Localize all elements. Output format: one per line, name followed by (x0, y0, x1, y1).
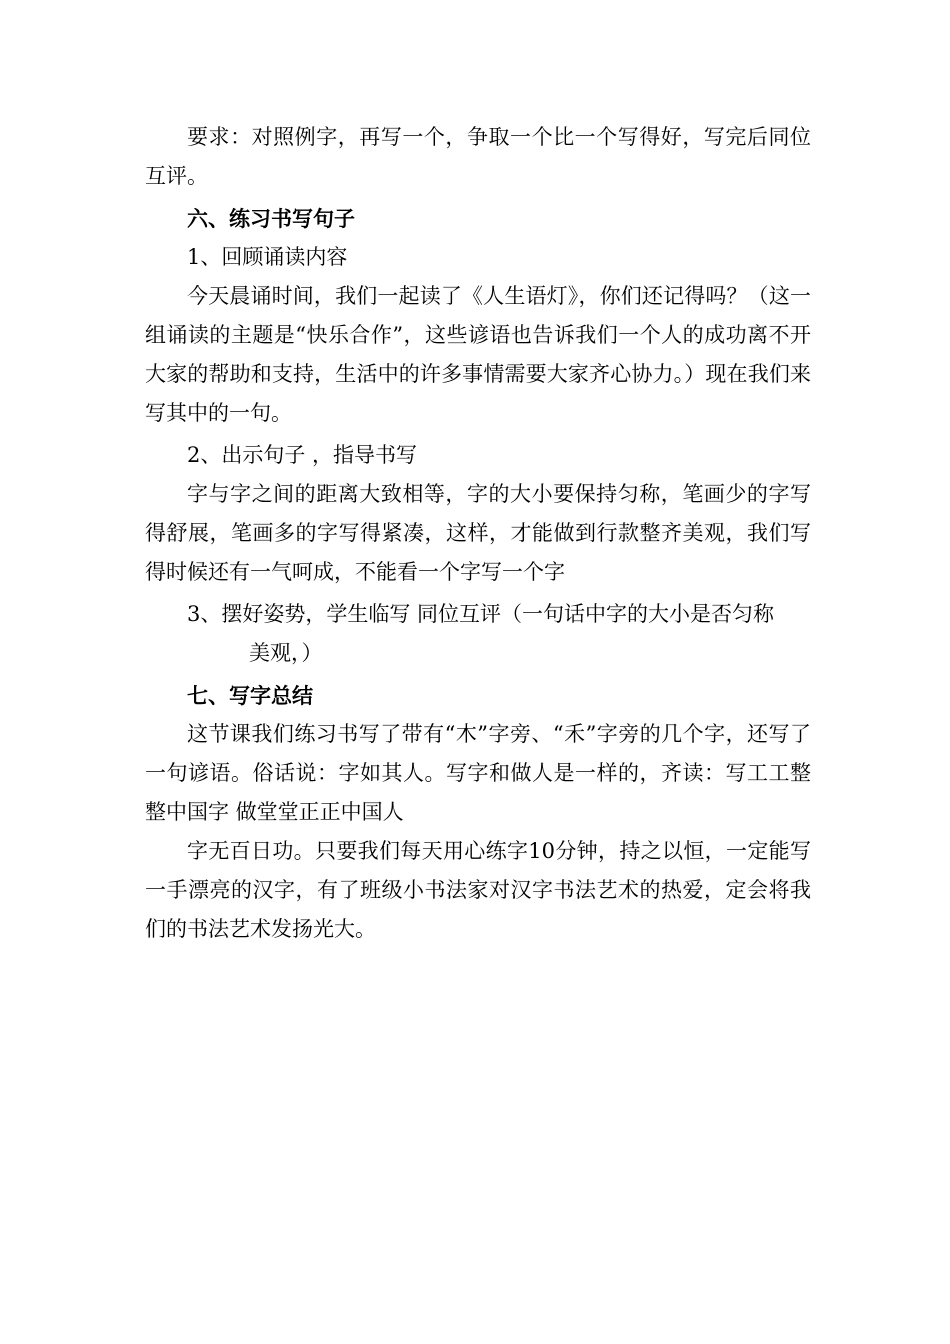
document-page (145, 118, 811, 949)
section-7-heading: 七、写字总结 (187, 683, 313, 708)
step-2-title: 2、出示句子 ，指导书写 (187, 443, 418, 467)
step-2-paragraph: 字与字之间的距离大致相等，字的大小要保持匀称，笔画少的字写得舒展，笔画多的字写得紧凑，这样，才能做到行款整齐美观，我们写得时候还有一气呵成，不能看一个字写一个字 (145, 482, 811, 584)
step-1-paragraph: 今天晨诵时间，我们一起读了《人生语灯》，你们还记得吗？（这一组诵读的主题是“快乐合作”，这些谚语也告诉我们一个人的成功离不开大家的帮助和支持，生活中的许多事情需要大家齐心协力。）现在我们来写其中的一句。 (145, 284, 811, 425)
requirement-paragraph: 要求：对照例字，再写一个，争取一个比一个写得好，写完后同位互评。 (145, 125, 811, 188)
section-6-heading: 六、练习书写句子 (187, 206, 355, 231)
step-3-line-1: 3、摆好姿势，学生临写 同位互评（一句话中字的大小是否匀称 (187, 602, 775, 626)
summary-paragraph-2: 字无百日功。只要我们每天用心练字10分钟，持之以恒，一定能写一手漂亮的汉字，有了班级小书法家对汉字书法艺术的热爱，定会将我们的书法艺术发扬光大。 (145, 839, 811, 941)
step-3-line-2: 美观，） (249, 641, 323, 665)
step-1-title: 1、回顾诵读内容 (187, 245, 348, 269)
summary-paragraph-1: 这节课我们练习书写了带有“木”字旁、“禾”字旁的几个字，还写了一句谚语。俗话说：字如其人。写字和做人是一样的，齐读：写工工整整中国字 做堂堂正正中国人 (145, 722, 811, 824)
step-3-paragraph (145, 595, 811, 673)
